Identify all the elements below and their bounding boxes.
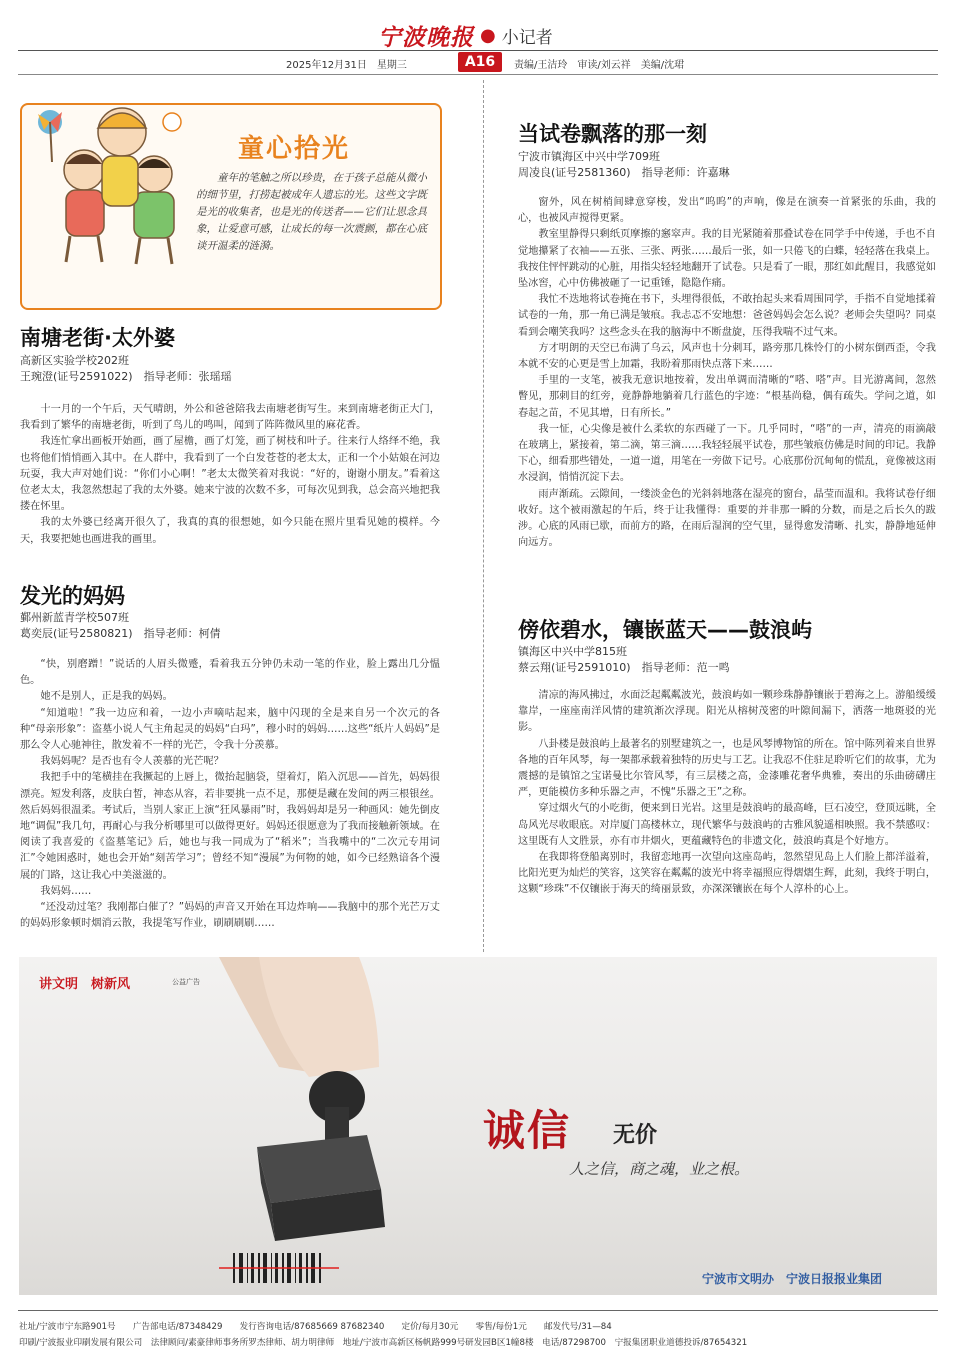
footer-rule — [18, 1310, 938, 1311]
ad-slogan: 讲文明 树新风 — [39, 977, 131, 992]
children-playing-illustration — [22, 92, 197, 272]
paragraph: 雨声渐疏。云隙间，一缕淡金色的光斜斜地落在湿亮的窗台，晶莹而温和。我将试卷仔细收好。这个被雨激起的午后，终于让我懂得：重要的并非那一瞬的分数，而是之后长久的跋涉。心底的风雨已歇，而前方的路，在雨后湿润的空气里，显得愈发清晰、扎实，静静地延伸向远方。 — [518, 488, 936, 549]
ad-headline-red: 诚信 — [483, 1106, 572, 1155]
editors-credit: 责编/王洁玲 审读/刘云祥 美编/沈珺 — [514, 60, 685, 71]
paragraph: 穿过烟火气的小吃街，便来到日光岩。这里是鼓浪屿的最高峰，巨石凌空，登顶远眺，全岛风光尽收眼底。对岸厦门高楼林立，现代繁华与鼓浪屿的古雅风貌遥相映照。我不禁感叹：这里既有人文胜景，亦有市井烟火，更蕴藏特色的非遗文化，鼓浪屿真是个好地方。 — [518, 803, 936, 847]
paragraph: 清凉的海风拂过，水面泛起粼粼波光，鼓浪屿如一颗珍珠静静镶嵌于碧海之上。游船缓缓靠岸，一座座南洋风情的建筑渐次浮现。阳光从榕树茂密的叶隙间漏下，洒落一地斑驳的光影。 — [518, 690, 936, 734]
paragraph: “知道啦！”我一边应和着，一边小声嘀咕起来，脑中闪现的全是来自另一个次元的各种“母亲形象”：盗墓小说人气主角起灵的妈妈“白玛”，穆小时的妈妈……这些“纸片人妈妈”是那么令人心驰神往，散发着不一样的光芒，令我十分羡慕。 — [20, 707, 440, 752]
paragraph: 手里的一支笔，被我无意识地按着，发出单调而清晰的“嗒、嗒”声。目光游离间，忽然瞥见，那刺目的红旁，竟静静地躺着几行蓝色的字迹：“根基尚稳，偶有疏失。学问之道，如春起之苗，不见其增，日有所长。” — [518, 375, 936, 419]
hand-stamp-illustration — [19, 957, 937, 1295]
paragraph: 她不是别人，正是我的妈妈。 — [40, 691, 173, 703]
article-title: 发光的妈妈 — [20, 584, 125, 608]
public-service-ad — [19, 957, 937, 1295]
paragraph: 我把手中的笔横挂在我撅起的上唇上，微抬起脑袋，望着灯，陷入沉思——首先，妈妈很漂亮。短发利落，皮肤白皙，神态从容，若非要挑一点不足，那便是藏在发间的两三根银丝。然后妈妈很温柔。考试后，当别人家正上演“狂风暴雨”时，我妈妈却是另一种画风：她先倒皮地“调侃”我几句，再耐心与我分析哪里可以做得更好。妈妈还很愿意为了我而接触新领域。在阅读了我喜爱的《盗墓笔记》后，她也与我一同成为了“稻米”；当我嘴中的“二次元专用词汇”令她困惑时，她也会开始“刻苦学习”；曾经不知“漫展”为何物的她，如今已经熟谙各个漫展的门路，这让我心中美滋滋的。 — [20, 772, 440, 881]
article-body — [518, 688, 936, 899]
masthead-dot-icon: ● — [480, 24, 496, 46]
barcode-icon — [219, 1253, 339, 1283]
article-author: 王琬澄(证号2591022) 指导老师：张瑶瑶 — [20, 370, 232, 383]
article-school: 宁波市镇海区中兴中学709班 — [518, 150, 660, 163]
feature-intro: 童年的笔触之所以珍贵，在于孩子总能从微小的细节里，打捞起被成年人遗忘的光。这些文字既是光的收集者，也是光的传送者——它们让思念具象，让爱意可感，让成长的每一次震颤，都在心底谈开温柔的涟漪。 — [196, 172, 427, 252]
article-school: 鄞州新蓝青学校507班 — [20, 611, 129, 624]
footer-info-secondary: 印刷/宁波报业印刷发展有限公司 法律顾问/素豪律师事务所罗杰律师、胡力明律师 地址/宁波市高新区杨帆路999号研发园B区1幢8楼 电话/87298700 宁报集团职业道德投诉/87654321 — [19, 1338, 748, 1348]
article-school: 镇海区中兴中学815班 — [518, 645, 627, 658]
paragraph: “还没动过笔？我刚都白催了？”妈妈的声音又开始在耳边炸响——我脑中的那个光芒万丈的妈妈形象顿时烟消云散，我提笔写作业，刷刷刷刷…… — [20, 902, 440, 930]
paragraph: 在我即将登船离别时，我留恋地再一次望向这座岛屿，忽然望见岛上人们脸上都洋溢着，比阳光更为灿烂的笑容，这笑容在粼粼的波光中将幸福照应得熠熠生辉，此刻，我终于明白，这颗“珍珠”不仅镶嵌于海天的绮丽景致，亦深深镶嵌在每个人淳朴的心上。 — [518, 852, 936, 896]
article-body — [20, 657, 440, 932]
paragraph: 我的太外婆已经离开很久了，我真的真的很想她，如今只能在照片里看见她的模样。今天，我要把她也画进我的画里。 — [20, 517, 440, 545]
paragraph: 我忙不迭地将试卷掩在书下，头埋得很低，不敢抬起头来看周围同学，手指不自觉地揉着试卷的一角，那一角已满是皱痕。我忐忑不安地想：爸爸妈妈会怎么说？老师会失望吗？同桌看到会嘲笑我吗？这些念头在我的脑海中不断盘旋，压得我喘不过气来。 — [518, 294, 936, 338]
article-author: 周凌良(证号2581360) 指导老师：许嘉琳 — [518, 166, 730, 179]
paragraph: 窗外，风在树梢间肆意穿梭，发出“呜呜”的声响，像是在演奏一首紧张的乐曲，我的心，也被风声搅得更紧。 — [518, 197, 936, 225]
footer-info: 社址/宁波市宁东路901号 广告部电话/87348429 发行咨询电话/87685669 87682340 定价/每月30元 零售/每份1元 邮发代号/31—84 — [19, 1322, 612, 1332]
paragraph: 我一怔，心尖像是被什么柔软的东西碰了一下。几乎同时，“嗒”的一声，清亮的雨滴敲在玻璃上，紧接着，第二滴，第三滴……我轻轻展平试卷，那些皱痕仿佛是时间的印记。我静下心，细看那些错处，一道一道，用笔在一旁做下记号。心底那份沉甸甸的慌乱，竟像被这雨水浸润，悄悄沉淀下去。 — [518, 423, 936, 484]
paragraph: 方才明朗的天空已布满了乌云，风声也十分刺耳，路旁那几株怜仃的小树东倒西歪，令我本就不安的心更是雪上加霜，我盼着那雨快点落下来…… — [518, 342, 936, 371]
header-rule — [18, 50, 938, 51]
paragraph: “快，别磨蹭！”说话的人眉头微蹙，看着我五分钟仍未动一笔的作业，脸上露出几分愠色。 — [20, 659, 440, 687]
ad-headline-black: 无价 — [613, 1122, 658, 1148]
article-school: 高新区实验学校202班 — [20, 354, 129, 367]
article-body — [518, 195, 936, 551]
paragraph: 十一月的一个午后，天气晴朗，外公和爸爸陪我去南塘老街写生。来到南塘老街正大门，我看到了繁华的南塘老街，听到了鸟儿的鸣叫，闻到了阵阵微风里的麻花香。 — [20, 404, 440, 432]
paragraph: 八卦楼是鼓浪屿上最著名的别墅建筑之一，也是风琴博物馆的所在。馆中陈列着来自世界各地的百年风琴，每一架都承载着独特的历史与工艺。让我忍不住驻足聆听它们的故事，尤为震撼的是镇馆之宝诺曼比尔管风琴，有三层楼之高，金漆雕花奢华典雅，奏出的乐曲磅礴庄严，更能模仿多种乐器之声，不愧“乐器之王”之称。 — [518, 738, 936, 799]
article-title: 傍依碧水，镶嵌蓝天——鼓浪屿 — [518, 618, 812, 642]
masthead — [378, 18, 553, 52]
paragraph: 教室里静得只剩纸页摩擦的窸窣声。我的目光紧随着那叠试卷在同学手中传递，手也不自觉地攥紧了衣袖——五张、三张、两张……最后一张，如一只倦飞的白蝶，轻轻落在我桌上。我按住怦怦跳动的心脏，用指尖轻轻地翻开了试卷。只是看了一眼，那红如此醒目，我感觉如坠冰窖，心中仿佛被砸了一记重锤，隐隐作痛。 — [518, 229, 936, 290]
column-divider — [483, 80, 484, 952]
article-author: 蔡云翔(证号2591010) 指导老师：范一鸣 — [518, 661, 730, 674]
feature-title: 童心拾光 — [238, 134, 351, 164]
header-rule-lower — [18, 74, 938, 75]
article-title: 南塘老街·太外婆 — [20, 326, 175, 350]
paragraph: 我连忙拿出画板开始画，画了屋檐，画了灯笼，画了树枝和叶子。往来行人络绎不绝，我也将他们悄悄画入其中。在人群中，我看到了一个白发苍苍的老太太，正和一个小姑娘在河边玩耍，我大声对她们说：“你们小心啊！”老太太微笑着对我说：“好的，谢谢小朋友。”看着这位老太太，我忽然想起了我的太外婆。她来宁波的次数不多，可每次见到我，总会高兴地把我搂在怀里。 — [20, 436, 440, 513]
paragraph: 我妈妈…… — [40, 885, 92, 897]
ad-tag: 公益广告 — [172, 978, 200, 986]
article-title: 当试卷飘落的那一刻 — [518, 122, 707, 146]
section-name: 小记者 — [501, 27, 553, 48]
article-body — [20, 402, 440, 548]
issue-date: 2025年12月31日 星期三 — [286, 60, 407, 71]
article-author: 葛奕辰(证号2580821) 指导老师：柯倩 — [20, 627, 221, 640]
page-number: A16 — [458, 52, 502, 72]
ad-sponsor: 宁波市文明办 宁波日报报业集团 — [702, 1272, 883, 1286]
paragraph: 我妈妈呢？是否也有令人羡慕的光芒呢？ — [40, 756, 224, 768]
newspaper-logo: 宁波晚报 — [378, 23, 474, 51]
ad-subtitle: 人之信，商之魂，业之根。 — [569, 1160, 750, 1178]
